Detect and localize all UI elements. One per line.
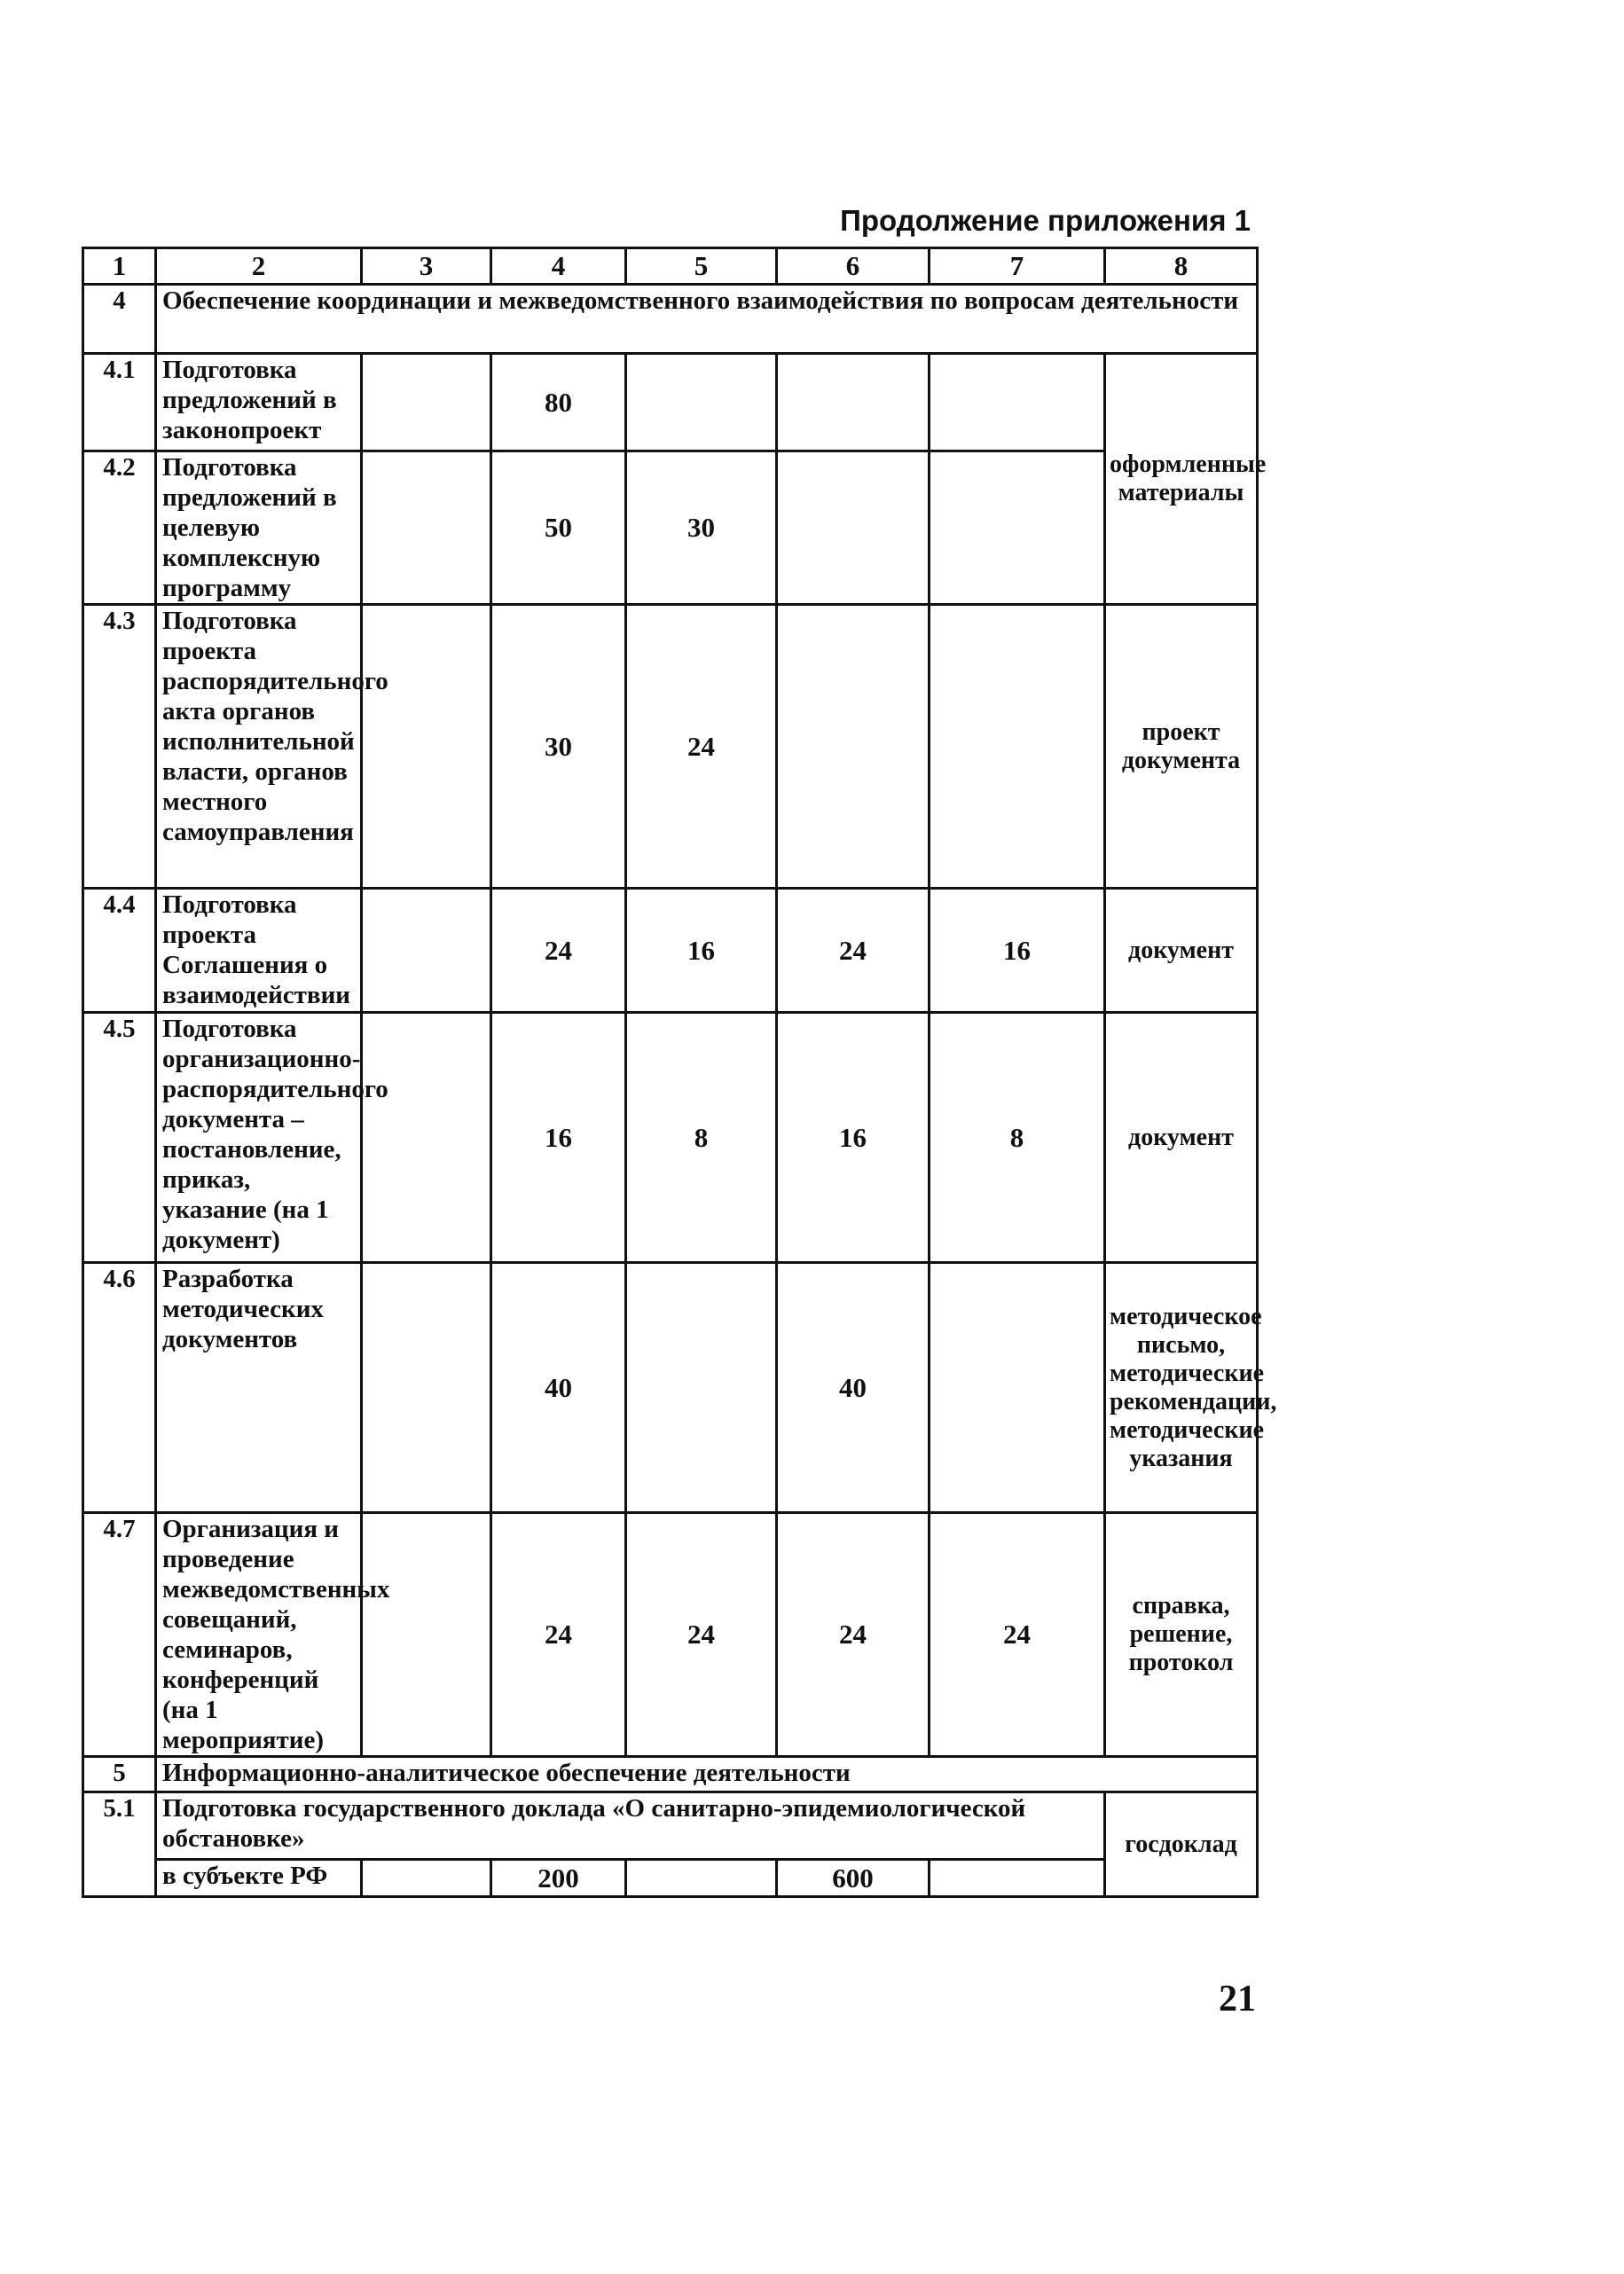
row-title: Подготовка государственного доклада «О санитарно-эпидемиологической обстановке» [156,1792,1105,1860]
table-row [83,889,1258,1013]
row-number: 4.3 [83,605,156,889]
cell-col7 [930,605,1105,889]
cell-col6 [777,605,930,889]
cell-col4: 80 [491,354,626,451]
table-row [83,1513,1258,1757]
cell-col4: 24 [491,889,626,1013]
cell-col4: 40 [491,1263,626,1513]
row-result: проект документа [1105,605,1258,889]
col-header-2: 2 [156,248,362,285]
row-name: Подготовка проекта Соглашения о взаимодействии [156,889,362,1013]
row-name: Подготовка предложений в законопроект [156,354,362,451]
row-name: Разработка методических документов [156,1263,362,1513]
table-row [83,1013,1258,1263]
cell-col6: 24 [777,1513,930,1757]
col-header-7: 7 [930,248,1105,285]
row-result: методическое письмо, методические рекомендации, методические указания [1105,1263,1258,1513]
cell-col4: 16 [491,1013,626,1263]
row-number: 4.5 [83,1013,156,1263]
cell-col5: 16 [626,889,777,1013]
cell-col4: 24 [491,1513,626,1757]
cell-col5: 24 [626,605,777,889]
cell-col4: 50 [491,451,626,605]
row-name: Подготовка проекта распорядительного акта органов исполнительной власти, органов местного самоуправления [156,605,362,889]
cell-col5 [626,1263,777,1513]
col-header-6: 6 [777,248,930,285]
cell-col7 [930,354,1105,451]
table-row [83,1263,1258,1513]
cell-col3 [362,605,491,889]
row-number: 4.7 [83,1513,156,1757]
cell-col7 [930,451,1105,605]
section-title: Обеспечение координации и межведомственного взаимодействия по вопросам деятельности [156,285,1258,354]
cell-col5 [626,1860,777,1897]
page-number: 21 [1219,1979,1256,2019]
cell-col3 [362,1860,491,1897]
cell-col7 [930,1860,1105,1897]
cell-col6 [777,354,930,451]
col-header-1: 1 [83,248,156,285]
table-row [83,354,1258,451]
col-header-5: 5 [626,248,777,285]
section-row-4 [83,285,1258,354]
row-result: документ [1105,1013,1258,1263]
row-number: 4.4 [83,889,156,1013]
row-number: 4.2 [83,451,156,605]
row-number: 4.1 [83,354,156,451]
cell-col6: 24 [777,889,930,1013]
row-name: Подготовка организационно-распорядительного документа – постановление, приказ, указание (на 1 документ) [156,1013,362,1263]
column-number-row [83,248,1258,285]
cell-col3 [362,1513,491,1757]
col-header-8: 8 [1105,248,1258,285]
row-name: Организация и проведение межведомственных совещаний, семинаров, конференций (на 1 мероприятие) [156,1513,362,1757]
table-caption: Продолжение приложения 1 [840,204,1251,237]
cell-col5: 30 [626,451,777,605]
cell-col3 [362,889,491,1013]
cell-col5: 8 [626,1013,777,1263]
cell-col6: 40 [777,1263,930,1513]
row-result: справка, решение, протокол [1105,1513,1258,1757]
table-row [83,451,1258,605]
cell-col3 [362,1263,491,1513]
row-number: 4.6 [83,1263,156,1513]
row-name: в субъекте РФ [156,1860,362,1897]
cell-col5 [626,354,777,451]
cell-col3 [362,354,491,451]
section-number: 4 [83,285,156,354]
row-result: оформленные материалы [1105,354,1258,605]
cell-col7: 24 [930,1513,1105,1757]
row-name: Подготовка предложений в целевую комплексную программу [156,451,362,605]
cell-col4: 200 [491,1860,626,1897]
appendix-table [82,247,1277,1898]
col-header-4: 4 [491,248,626,285]
row-result: госдоклад [1105,1792,1258,1897]
cell-col6: 600 [777,1860,930,1897]
cell-col6 [777,451,930,605]
cell-col4: 30 [491,605,626,889]
table-row [83,1792,1258,1860]
section-row-5 [83,1757,1258,1792]
row-number: 5.1 [83,1792,156,1897]
cell-col7 [930,1263,1105,1513]
table-row [83,1860,1258,1897]
cell-col3 [362,1013,491,1263]
row-result: документ [1105,889,1258,1013]
cell-col5: 24 [626,1513,777,1757]
cell-col7: 8 [930,1013,1105,1263]
cell-col3 [362,451,491,605]
cell-col6: 16 [777,1013,930,1263]
cell-col7: 16 [930,889,1105,1013]
table-row [83,605,1258,889]
col-header-3: 3 [362,248,491,285]
section-number: 5 [83,1757,156,1792]
section-title: Информационно-аналитическое обеспечение деятельности [156,1757,1258,1792]
